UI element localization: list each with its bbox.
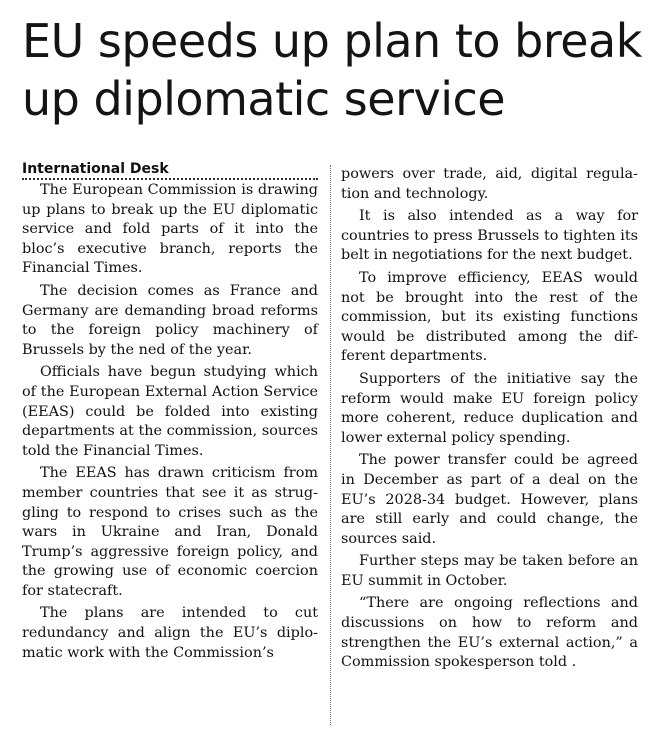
column-divider (330, 165, 331, 725)
headline: EU speeds up plan to break up diplomatic service (22, 14, 642, 126)
byline: International Desk (22, 160, 318, 180)
paragraph: The decision comes as France and Germany are demanding broad reforms to the foreign policy machinery of Brussels by the ned of the year. (22, 282, 318, 358)
paragraph: Officials have begun studying which of the European External Action Service (EEAS) could be folded into existing departments at the commission, sources told the Financial Times. (22, 364, 318, 459)
paragraph: “There are ongoing reflections and discussions on how to reform and strengthen the EU’s external action,” a Commission spokesperson told . (341, 595, 638, 671)
paragraph: The power transfer could be agreed in December as part of a deal on the EU’s 2028-34 budget. However, plans are still early and could change, the sources said. (341, 452, 638, 547)
paragraph: Further steps may be taken before an EU summit in October. (341, 553, 638, 589)
paragraph: To improve efficiency, EEAS would not be brought into the rest of the commission, but its existing functions would be distributed among the different departments. (341, 269, 638, 365)
article-column-right (341, 165, 638, 676)
paragraph: It is also intended as a way for countries to press Brussels to tighten its belt in negotiations for the next budget. (341, 208, 638, 264)
paragraph: The EEAS has drawn criticism from member countries that see it as struggling to respond to crises such as the wars in Ukraine and Iran, Donald Trump’s aggressive foreign policy, and the growing use of economic coercion for statecraft. (22, 465, 318, 599)
paragraph: The European Commission is drawing up plans to break up the EU diplomatic service and fold parts of it into the bloc’s executive branch, reports the Financial Times. (22, 182, 318, 277)
paragraph: The plans are intended to cut redundancy and align the EU’s diplomatic work with the Commission’s (22, 605, 318, 661)
paragraph-continued: powers over trade, aid, digital regulation and technology. (341, 166, 638, 202)
article-column-left (22, 160, 318, 666)
paragraph: Supporters of the initiative say the reform would make EU foreign policy more coherent, reduce duplication and lower external policy spending. (341, 370, 638, 446)
